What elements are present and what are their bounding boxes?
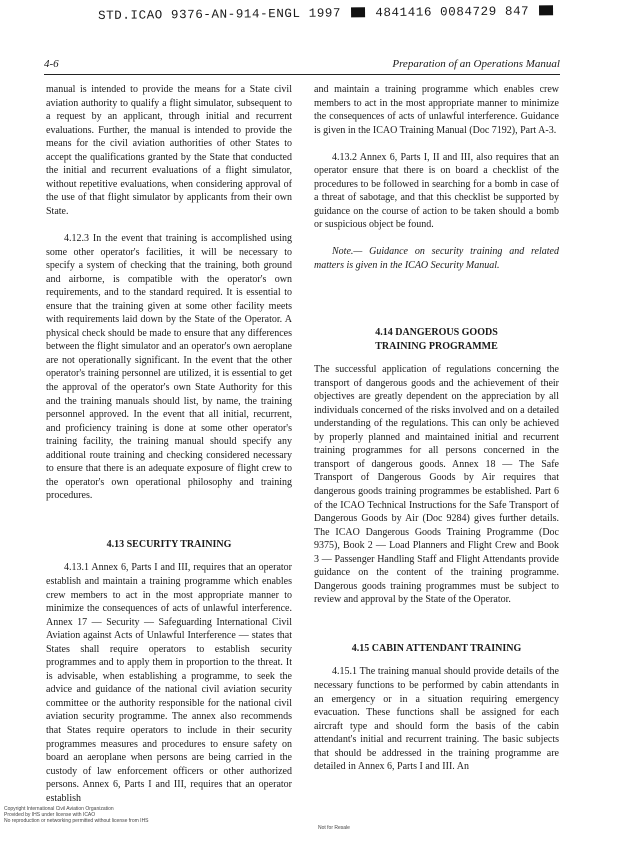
section-heading-4-14-line2: TRAINING PROGRAMME [375, 341, 498, 353]
page-running-title: Preparation of an Operations Manual [392, 58, 560, 70]
stamp-text-right: 4841416 0084729 847 [375, 4, 530, 21]
paragraph-4-15-1: 4.15.1 The training manual should provide details of the necessary functions to be performed by cabin attendants in an emergency or in a situation requiring emergency evacuation. These functions shall be assigned for each aircraft type and should form the basis of the cabin attendant's initial and recurrent training. The basic subjects that should be addressed in the training programme are detailed in Annex 6, Parts I and III. An [314, 666, 559, 773]
paragraph-4-13-2: 4.13.2 Annex 6, Parts I, II and III, also requires that an operator ensure that there is on board a checklist of the procedures to be followed in searching for a bomb in case of a threat of sabotage, and that this checklist be supported by guidance on the course of action to be taken should a bomb or suspicious object be found. [314, 151, 559, 231]
paragraph-4-12-3: 4.12.3 In the event that training is accomplished using some other operator's facilities, it will be necessary to specify a system of checking that the training, both ground and airborne, is compatible with the operator's own requirements, and to the standard required. It is essential to ensure that the training given at some other facility meets with requirements laid down by the State of the Operator. A physical check should be made to ensure that any differences between the flight simulator and an operator's own aeroplane are not operationally significant. In the event that the other operator's training personnel are utilized, it is essential to get the approval of the operator's own State Authority for this and the training manuals should list, by name, the training personnel approved. In the event that all initial, recurrent, and proficiency training is done at some other operator's training facility, the training manual should specify any additional route training and checking considered necessary to ensure that there is an adequate exposure of flight crew to the operator's own operational philosophy and training procedures. [46, 232, 292, 502]
paragraph-simulator-manual: manual is intended to provide the means for a State civil aviation authority to qualify a flight simulator, subsequent to a request by an applicant, through initial and recurrent evaluations. Further, the manual is intended to provide the means for the civil aviation authorities of other States to accept the qualifications granted by the State that conducted the initial and recurrent evaluations of a flight simulator, without repetitive evaluations, when considering approval of the use of that flight simulator by applicants from their own State. [46, 84, 292, 217]
right-column [314, 83, 559, 774]
stamp-text-left: STD.ICAO 9376-AN-914-ENGL 1997 [98, 6, 342, 23]
not-for-resale-footer: Not for Resale [318, 825, 350, 831]
page-number: 4-6 [44, 58, 59, 70]
stamp-bar-mark-end [539, 5, 553, 15]
section-heading-4-15: 4.15 CABIN ATTENDANT TRAINING [351, 643, 522, 655]
section-heading-4-13: 4.13 SECURITY TRAINING [106, 539, 232, 551]
stamp-bar-mark [351, 7, 365, 17]
paragraph-dangerous-goods: The successful application of regulations concerning the transport of dangerous goods and the achievement of their objectives are greatly dependent on the appreciation by all individuals concerned of the risks involved and on a detailed understanding of the regulations. This can only be achieved by properly planned and maintained initial and recurrent training programmes for all persons concerned in the transport of dangerous goods. Annex 18 — The Safe Transport of Dangerous Goods by Air requires that dangerous goods training programmes be established. Part 6 of the ICAO Technical Instructions for the Safe Transport of Dangerous Goods by Air (Doc 9284) gives further details. The ICAO Dangerous Goods Training Programme (Doc 9375), Book 2 — Load Planners and Flight Crew and Book 3 — Passenger Handling Staff and Flight Attendants provide guidance on the content of the training programme. Dangerous goods training programmes must be subject to review and approval by the State of the Operator. [314, 364, 559, 606]
document-stamp [98, 4, 555, 23]
page-header [44, 56, 560, 75]
copyright-footer [4, 806, 149, 824]
paragraph-4-13-1: 4.13.1 Annex 6, Parts I and III, requires that an operator establish and maintain a training programme which enables crew members to act in the most appropriate manner to minimize the consequences of acts of unlawful interference. Annex 17 — Security — Safeguarding International Civil Aviation against Acts of Unlawful Interference — states that States shall require operators to establish security programmes and to apply them in proportion to the threat. It is advisable, when establishing a programme, to seek the advice and guidance of the national civil aviation security committee or the authority responsible for the national civil aviation security programme. The annex also recommends that States require operators to include in their security programmes measures and procedures to ensure safety on board an aeroplane when persons are being carried in the custody of law enforcement officers or other authorized persons. Annex 6, Parts I and III, requires that an operator establish [46, 562, 292, 804]
copyright-line-3: No reproduction or networking permitted without license from IHS [4, 818, 149, 824]
note-security-manual: Note.— Guidance on security training and related matters is given in the ICAO Security Manual. [314, 246, 559, 272]
paragraph-continuation: and maintain a training programme which enables crew members to act in the most appropriate manner to minimize the consequences of acts of unlawful interference. Guidance is given in the ICAO Training Manual (Doc 7192), Part A-3. [314, 84, 559, 136]
copyright-line-1: Copyright International Civil Aviation Organization [4, 806, 114, 812]
section-heading-4-14-line1: 4.14 DANGEROUS GOODS [375, 327, 498, 339]
copyright-line-2: Provided by IHS under license with ICAO [4, 812, 96, 818]
left-column [46, 83, 292, 805]
